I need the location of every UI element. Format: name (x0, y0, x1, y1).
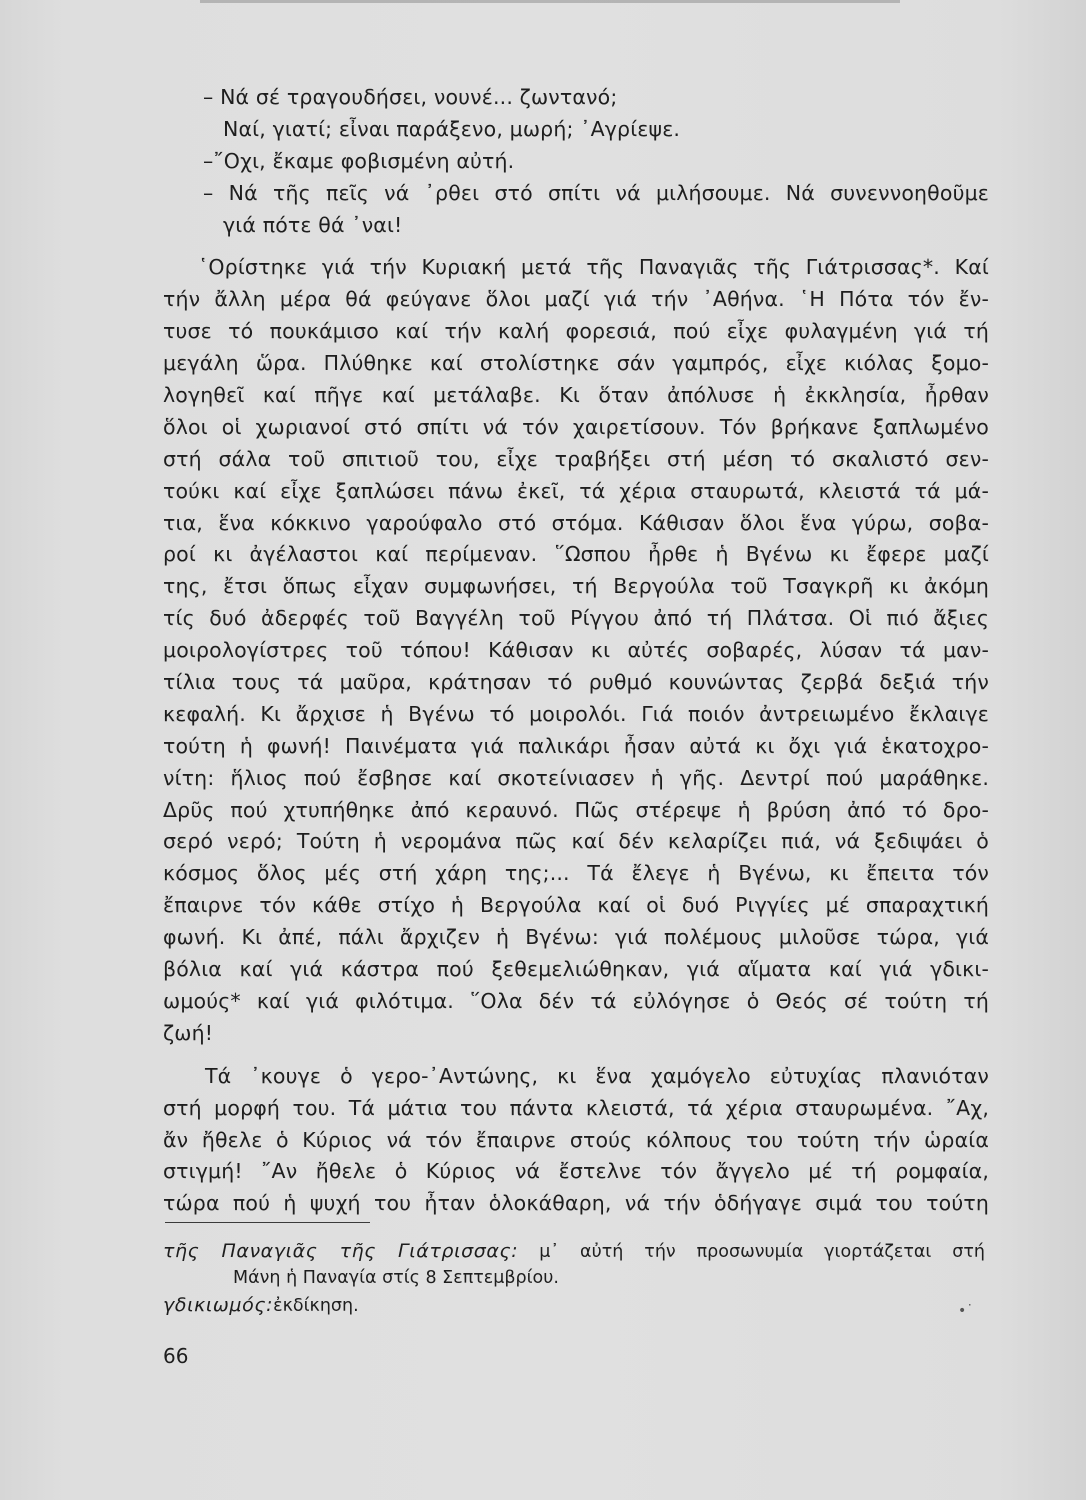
paragraph-gap (163, 241, 989, 252)
text-line: βόλια καί γιά κάστρα πού ξεθεμελιώθηκαν, γιά αἵματα καί γιά γδικι- (163, 957, 989, 982)
paragraph-gap (163, 1050, 989, 1061)
text-line: Ναί, γιατί; εἶναι παράξενο, μωρή; ᾿Αγρίεψε. (223, 116, 681, 141)
text-line: κεφαλή. Κι ἄρχισε ἡ Βγένω τό μοιρολόι. Γιά ποιόν ἀντρειωμένο ἔκλαιγε (163, 701, 989, 726)
text-line: μεγάλη ὥρα. Πλύθηκε καί στολίστηκε σάν γαμπρός, εἶχε κιόλας ξομο- (163, 351, 989, 376)
text-line: ἔπαιρνε τόν κάθε στίχο ἡ Βεργούλα καί οἱ δυό Ριγγίες μέ σπαραχτική (163, 893, 989, 918)
text-line: Τά ᾽κουγε ὁ γερο-᾿Αντώνης, κι ἕνα χαμόγελο εὐτυχίας πλανιόταν (205, 1063, 989, 1088)
text-line: τια, ἕνα κόκκινο γαρούφαλο στό στόμα. Κάθισαν ὅλοι ἕνα γύρω, σοβα- (163, 510, 989, 535)
text-line: κόσμος ὅλος μές στή χάρη της;... Τά ἔλεγε ἡ Βγένω, κι ἔπειτα τόν (163, 861, 989, 886)
text-line: λογηθεῖ καί πῆγε καί μετάλαβε. Κι ὅταν ἀπόλυσε ἡ ἐκκλησία, ἦρθαν (163, 383, 989, 408)
text-line: της, ἔτσι ὅπως εἶχαν συμφωνήσει, τή Βεργούλα τοῦ Τσαγκρῆ κι ἀκόμη (163, 574, 989, 599)
text-line: τούτη ἡ φωνή! Παινέματα γιά παλικάρι ἦσαν αὐτά κι ὄχι γιά ἑκατοχρο- (163, 733, 989, 758)
text-line: ὅλοι οἱ χωριανοί στό σπίτι νά τόν χαιρετίσουν. Τόν βρήκανε ξαπλωμένο (163, 414, 989, 439)
text-line: νίτη: ἥλιος πού ἔσβησε καί σκοτείνιασεν ἡ γῆς. Δεντρί πού μαράθηκε. (163, 765, 989, 790)
body-text (163, 82, 989, 1220)
text-line: στή σάλα τοῦ σπιτιοῦ του, εἶχε τραβήξει στή μέση τό σκαλιστό σεν- (163, 446, 989, 471)
text-line: τυσε τό πουκάμισο καί τήν καλή φορεσιά, πού εἶχε φυλαγμένη γιά τή (163, 319, 989, 344)
text-line: μοιρολογίστρες τοῦ τόπου! Κάθισαν κι αὐτές σοβαρές, λύσαν τά μαν- (163, 638, 989, 663)
text-line: ροί κι ἀγέλαστοι καί περίμεναν. ῞Ωσπου ἦρθε ἡ Βγένω κι ἔφερε μαζί (163, 542, 989, 567)
text-line: τώρα πού ἡ ψυχή του ἦταν ὁλοκάθαρη, νά τήν ὁδήγαγε σιμά του τούτη (163, 1191, 989, 1216)
text-line: τούκι καί εἶχε ξαπλώσει πάνω ἐκεῖ, τά χέρια σταυρωτά, κλειστά τά μά- (163, 478, 989, 503)
page-top-edge (200, 0, 900, 3)
text-line: σερό νερό; Τούτη ἡ νερομάνα πῶς καί δέν κελαρίζει πιά, νά ξεδιψάει ὁ (163, 829, 989, 854)
text-line: τήν ἄλλη μέρα θά φεύγανε ὅλοι μαζί γιά τήν ᾿Αθήνα. ῾Η Πότα τόν ἔν- (163, 287, 989, 312)
text-line: – Νά σέ τραγουδήσει, νουνέ... ζωντανό; (203, 85, 618, 109)
text-line: – Νά τῆς πεῖς νά ᾽ρθει στό σπίτι νά μιλήσουμε. Νά συνεννοηθοῦμε (203, 180, 989, 205)
text-line: τίλια τους τά μαῦρα, κράτησαν τό ρυθμό κουνώντας ζερβά δεξιά τήν (163, 670, 989, 695)
footnote-1-text: μ᾽ αὐτή τήν προσωνυμία γιορτάζεται στή (518, 1242, 985, 1262)
footnote-2-term: γδικιωμός: (163, 1294, 274, 1316)
footnote-1-term: τῆς Παναγιᾶς τῆς Γιάτρισσας: (163, 1240, 519, 1262)
footnote-2 (163, 1292, 985, 1319)
text-line: ωμούς* καί γιά φιλότιμα. ῞Ολα δέν τά εὐλόγησε ὁ Θεός σέ τούτη τή (163, 988, 989, 1013)
text-line: ἄν ἤθελε ὁ Κύριος νά τόν ἔπαιρνε στούς κόλπους του τούτη τήν ὡραία (163, 1127, 989, 1152)
text-line: τίς δυό ἀδερφές τοῦ Βαγγέλη τοῦ Ρίγγου ἀπό τή Πλάτσα. Οἱ πιό ἄξιες (163, 606, 989, 631)
text-line: στιγμή! ῎Αν ἤθελε ὁ Κύριος νά ἔστελνε τόν ἄγγελο μέ τή ρομφαία, (163, 1159, 989, 1184)
footnote-1 (163, 1238, 985, 1265)
text-line: ῾Ορίστηκε γιά τήν Κυριακή μετά τῆς Παναγιᾶς τῆς Γιάτρισσας*. Καί (198, 255, 989, 280)
footnote-2-text: ἐκδίκηση. (273, 1296, 359, 1316)
footnotes (163, 1238, 985, 1319)
text-line: ζωή! (163, 1020, 214, 1045)
footnote-1-continuation: Μάνη ἡ Παναγία στίς 8 Σεπτεμβρίου. (233, 1268, 559, 1288)
footnote-rule (165, 1222, 370, 1223)
text-line: –῎Οχι, ἔκαμε φοβισμένη αὐτή. (203, 148, 515, 173)
scan-specks: •˙ (958, 1303, 974, 1319)
text-line: Δρῦς πού χτυπήθηκε ἀπό κεραυνό. Πῶς στέρεψε ἡ βρύση ἀπό τό δρο- (163, 797, 989, 822)
text-line: στή μορφή του. Τά μάτια του πάντα κλειστά, τά χέρια σταυρωμένα. ῎Αχ, (163, 1095, 989, 1120)
text-line: φωνή. Κι ἀπέ, πάλι ἄρχιζεν ἡ Βγένω: γιά πολέμους μιλοῦσε τώρα, γιά (163, 925, 989, 950)
page-number: 66 (163, 1344, 189, 1368)
text-line: γιά πότε θά ᾽ναι! (223, 212, 403, 237)
